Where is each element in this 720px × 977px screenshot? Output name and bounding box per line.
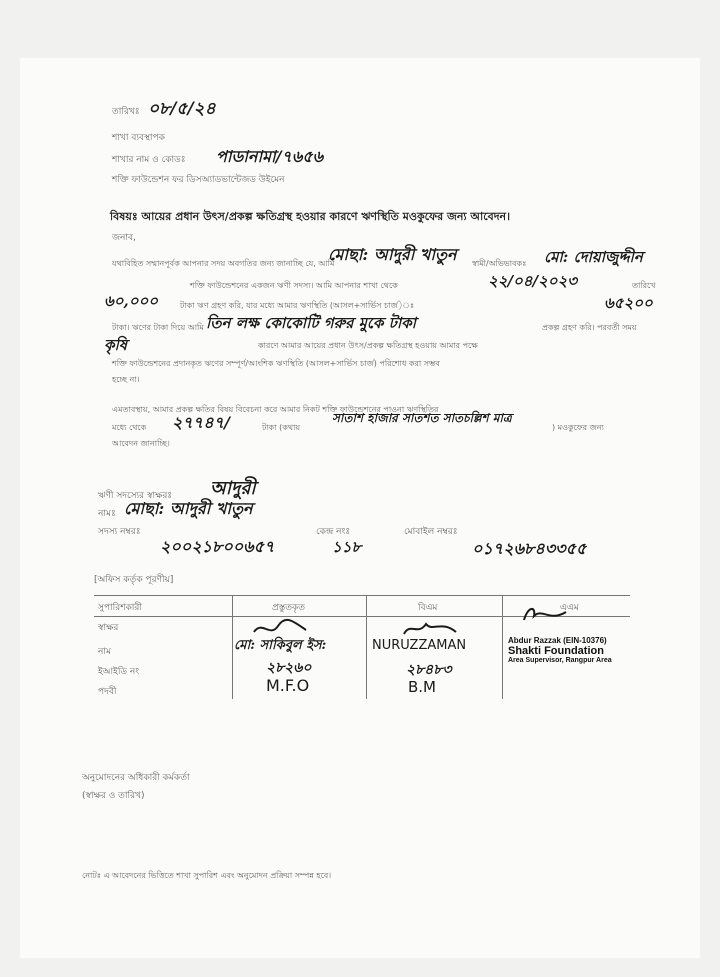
center-no: ১১৮ bbox=[332, 538, 362, 556]
member-no-label: সদস্য নম্বরঃ bbox=[98, 527, 141, 537]
col-header-prepared: প্রস্তুতকৃত bbox=[272, 603, 305, 613]
table-divider-2 bbox=[366, 595, 367, 699]
p1-end: হচ্ছে না। bbox=[112, 375, 140, 384]
member-no: ২০০২১৮০০৬৫৭ bbox=[160, 537, 275, 556]
center-label: কেন্দ্র নংঃ bbox=[316, 527, 351, 537]
borrower-signature: আদুরী bbox=[210, 478, 256, 499]
bm-eid: ২৮৪৮৩ bbox=[406, 662, 452, 678]
date-value: ০৮/৫/২৪ bbox=[148, 99, 216, 119]
p1-project-line: টাকা। ঋণের টাকা দিয়ে আমি bbox=[112, 323, 204, 332]
am-signature-mark bbox=[520, 602, 570, 626]
mfo-eid: ২৮২৬০ bbox=[266, 660, 312, 676]
p2-from: মধ্যে থেকে bbox=[112, 423, 147, 432]
am-stamp bbox=[508, 636, 632, 664]
row-label-signature: স্বাক্ষর bbox=[98, 623, 119, 633]
guardian-label: স্বামী/অভিভাবকঃ bbox=[472, 259, 527, 268]
borrower-signature-label: ঋণী সদস্যের স্বাক্ষরঃ bbox=[98, 491, 173, 501]
p1-date-suffix: তারিখে bbox=[632, 281, 656, 290]
bm-name: NURUZZAMAN bbox=[372, 638, 467, 653]
p1-loan-line: শক্তি ফাউন্ডেশনের একজন ঋণী সদস্য। আমি আপনার শাখা থেকে bbox=[190, 281, 398, 290]
branch-label: শাখার নাম ও কোডঃ bbox=[112, 155, 186, 165]
am-stamp-title: Area Supervisor, Rangpur Area bbox=[508, 657, 612, 664]
p2-end: আবেদন জানাচ্ছি। bbox=[112, 439, 170, 448]
organization-line: শক্তি ফাউন্ডেশন ফর ডিসঅ্যাডভান্টেজড উইমেন bbox=[112, 175, 285, 185]
mobile-label: মোবাইল নম্বরঃ bbox=[404, 527, 458, 537]
office-use-title: [অফিস কর্তৃক পূরণীয়] bbox=[94, 575, 174, 585]
branch-value: পাডানামা/৭৬৫৬ bbox=[216, 147, 324, 166]
salutation: জনাব, bbox=[112, 233, 136, 243]
loan-date-hand: ২২/০৪/২০২৩ bbox=[488, 272, 577, 290]
borrower-name-hand: মোছা: আদুরী খাতুন bbox=[328, 245, 457, 264]
col-header-am: এএম bbox=[560, 603, 579, 613]
waive-words-hand: সাতাশ হাজার সাতশত সাতচল্লিশ মাত্র bbox=[332, 411, 512, 425]
mfo-name: মো: সাকিবুল ইস: bbox=[234, 638, 327, 653]
p2-taka: টাকা (কথায় bbox=[262, 423, 301, 432]
table-top-border bbox=[94, 595, 630, 596]
mfo-designation: M.F.O bbox=[266, 676, 310, 695]
addressee-line: শাখা ব্যবস্থাপক bbox=[112, 133, 165, 143]
waive-amount-hand: ২৭৭৪৭/ bbox=[172, 413, 230, 432]
table-divider-1 bbox=[232, 595, 233, 699]
p1-intro: যথাবিহিত সম্মানপূর্বক আপনার সদয় অবগতির জন্য জানাচ্ছি যে, আমি bbox=[112, 259, 335, 268]
date-label: তারিখঃ bbox=[112, 107, 140, 117]
table-divider-3 bbox=[502, 595, 503, 699]
row-label-eid: ইআইডি নং bbox=[98, 667, 140, 677]
borrower-name: মোছা: আদুরী খাতুন bbox=[124, 499, 253, 518]
p2-waive: ) মওকুফের জন্য bbox=[552, 423, 604, 432]
project-hand: তিন লক্ষ কোকোটি গরুর মুকে টাকা bbox=[206, 314, 417, 332]
bm-signature-mark bbox=[400, 618, 460, 640]
loan-amount-hand: ৬০,০০০ bbox=[104, 292, 158, 310]
footer-note: নোটঃ এ আবেদনের ভিত্তিতে শাখা সুপারিশ এবং অনুমোদন প্রক্রিয়া সম্পন্ন হবে। bbox=[82, 871, 332, 880]
guardian-hand: মো: দোয়াজুদ্দীন bbox=[544, 248, 643, 266]
row-label-designation: পদবী bbox=[98, 687, 117, 697]
row-label-name: নাম bbox=[98, 647, 111, 657]
am-stamp-name: Abdur Razzak (EIN-10376) bbox=[508, 636, 607, 645]
col-header-bm: বিএম bbox=[418, 603, 438, 613]
outstanding-hand: ৬৫২০০ bbox=[604, 294, 653, 312]
approver-sign-date: (স্বাক্ষর ও তারিখ) bbox=[82, 791, 145, 801]
mobile-no: ০১৭২৬৮৪৩৩৫৫ bbox=[472, 539, 587, 558]
p1-repay-line: শক্তি ফাউন্ডেশনের প্রদানকৃত ঋণের সম্পূর্ণ/আংশিক ঋণস্থিতি (আসল+সার্ভিস চার্জ) পরিশোধ করা সম্ভব bbox=[112, 359, 440, 368]
subject-line: বিষয়ঃ আয়ের প্রধান উৎস/প্রকল্প ক্ষতিগ্রস্থ হওয়ার কারণে ঋণস্থিতি মওকুফের জন্য আবেদন। bbox=[110, 210, 511, 223]
bm-designation: B.M bbox=[408, 678, 437, 696]
approver-title: অনুমোদনের অধিকারী কর্মকর্তা bbox=[82, 773, 190, 783]
p1-reason-line: কারণে আমার আয়ের প্রধান উৎস/প্রকল্প ক্ষতিগ্রস্থ হওয়ায় আমার পক্ষে bbox=[258, 341, 478, 350]
application-form bbox=[20, 58, 700, 958]
p1-outstanding-line: টাকা ঋণ গ্রহণ করি, যার মধ্যে আমার ঋণস্থিতি (আসল+সার্ভিস চার্জ)ঃ bbox=[180, 301, 415, 310]
p1-after: প্রকল্প গ্রহণ করি। পরবর্তী সময় bbox=[542, 323, 637, 332]
reason-hand: কৃষি bbox=[104, 336, 128, 354]
borrower-name-label: নামঃ bbox=[98, 509, 116, 519]
am-stamp-org: Shakti Foundation bbox=[508, 645, 604, 657]
row-label-recommender: সুপারিশকারী bbox=[98, 603, 142, 613]
p2-intro: এমতাবস্থায়, আমার প্রকল্প ক্ষতির বিষয় বিবেচনা করে আমার নিকট শক্তি ফাউন্ডেশনের পাওনা ঋণস্থিতির bbox=[112, 405, 439, 414]
